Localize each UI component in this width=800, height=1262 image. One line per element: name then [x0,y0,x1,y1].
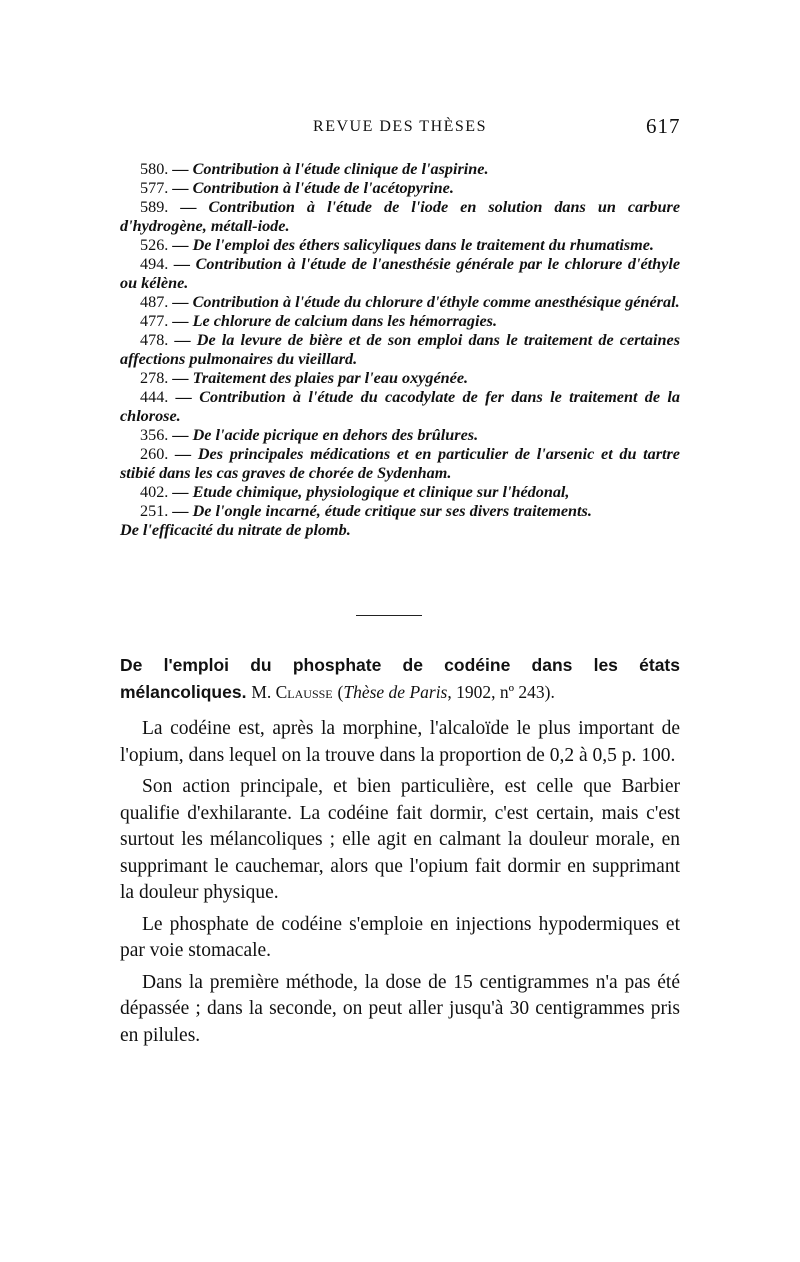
article-body [120,716,680,1054]
reference-text: — Contribution à l'étude de l'iode en solution dans un carbure d'hydrogène, métall-iode. [120,198,680,235]
reference-number: 526. [140,236,169,254]
reference-item [120,521,680,540]
reference-item [120,160,680,179]
reference-text: — Des principales médications et en particulier de l'arsenic et du tartre stibié dans les cas graves de chorée de Sydenham. [120,445,680,482]
reference-number: 494. [140,255,169,273]
reference-number: 589. [140,198,169,216]
reference-number: 260. [140,445,169,463]
reference-number: 402. [140,483,169,501]
thesis-reference-list [120,160,680,540]
reference-item [120,388,680,426]
reference-text: — Contribution à l'étude du chlorure d'éthyle comme anesthésique général. [172,293,680,311]
reference-text: — Contribution à l'étude clinique de l'aspirine. [172,160,489,178]
reference-number: 477. [140,312,169,330]
running-header: REVUE DES THÈSES [313,118,487,135]
reference-text: De l'efficacité du nitrate de plomb. [120,521,351,539]
author-prefix: M. [251,682,272,702]
reference-item [120,426,680,445]
reference-item [120,236,680,255]
article-heading [120,652,680,706]
reference-number: 478. [140,331,169,349]
page-number: 617 [646,114,681,138]
reference-item [120,198,680,236]
reference-text: — Contribution à l'étude de l'anesthésie générale par le chlorure d'éthyle ou kélène. [120,255,680,292]
reference-text: — De l'emploi des éthers salicyliques dans le traitement du rhumatisme. [172,236,654,254]
reference-item [120,369,680,388]
reference-number: 251. [140,502,169,520]
reference-text: — De la levure de bière et de son emploi dans le traitement de certaines affections pulmonaires du vieillard. [120,331,681,368]
reference-text: — Contribution à l'étude du cacodylate de fer dans le traitement de la chlorose. [120,388,680,425]
reference-text: — Le chlorure de calcium dans les hémorragies. [172,312,498,330]
reference-number: 356. [140,426,169,444]
reference-item [120,483,680,502]
article-title: De l'emploi du phosphate de codéine dans les états mélancoliques. [120,655,680,702]
author-name: Clausse [275,682,333,702]
reference-text: — Contribution à l'étude de l'acétopyrine. [172,179,454,197]
reference-text: — Traitement des plaies par l'eau oxygénée. [172,369,469,387]
source-open: ( [337,682,344,702]
reference-number: 444. [140,388,169,406]
reference-item [120,179,680,198]
thesis-name: Thèse de Paris [343,682,448,702]
body-paragraph: La codéine est, après la morphine, l'alcaloïde le plus important de l'opium, dans lequel on la trouve dans la proportion de 0,2 à 0,5 p. 100. [120,718,680,766]
body-paragraph: Le phosphate de codéine s'emploie en injections hypodermiques et par voie stomacale. [120,913,680,961]
reference-item [120,502,680,521]
section-divider [356,615,422,616]
reference-item [120,331,680,369]
reference-text: — De l'acide picrique en dehors des brûlures. [172,426,479,444]
source-details: , 1902, nº 243). [447,682,555,702]
body-paragraph: Dans la première méthode, la dose de 15 centigrammes n'a pas été dépassée ; dans la seconde, on peut aller jusqu'à 30 centigrammes pris en pilules. [120,971,680,1046]
body-paragraph: Son action principale, et bien particulière, est celle que Barbier qualifie d'exhilarante. La codéine fait dormir, c'est certain, mais c'est surtout les mélancoliques ; elle agit en calmant la douleur morale, en supprimant le cauchemar, alors que l'opium fait dormir en supprimant la douleur physique. [120,776,680,903]
article-author [251,682,332,702]
reference-number: 278. [140,369,169,387]
reference-item [120,312,680,331]
reference-number: 487. [140,293,169,311]
reference-text: — Etude chimique, physiologique et clinique sur l'hédonal, [172,483,570,501]
reference-item [120,445,680,483]
reference-text: — De l'ongle incarné, étude critique sur ses divers traitements. [172,502,592,520]
reference-number: 577. [140,179,169,197]
article-source [338,682,555,702]
reference-item [120,255,680,293]
reference-item [120,293,680,312]
reference-number: 580. [140,160,169,178]
